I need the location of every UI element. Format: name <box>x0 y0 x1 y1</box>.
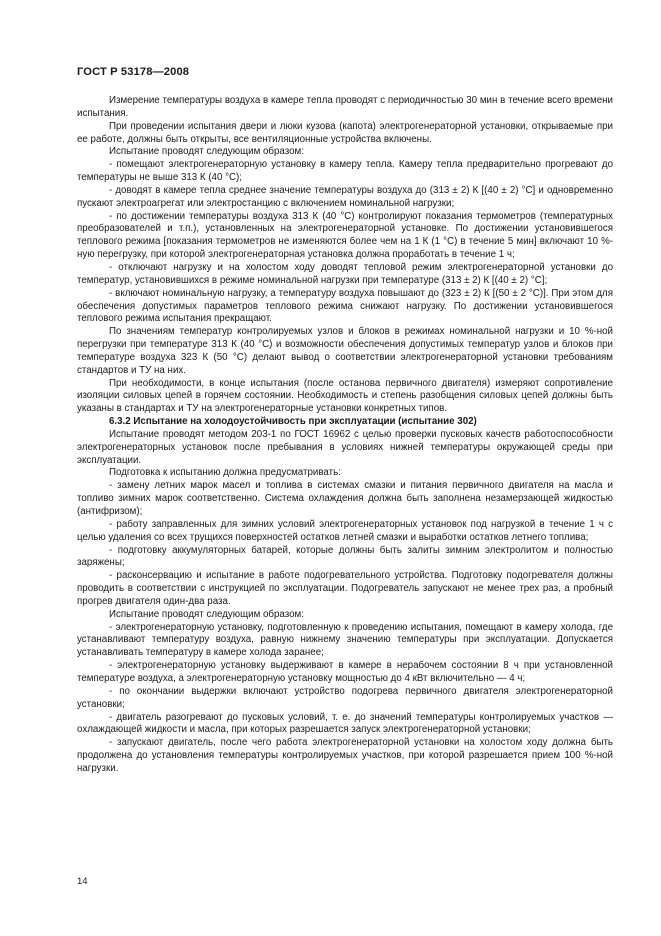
list-item: - по достижении температуры воздуха 313 К (40 °С) контролируют показания термометров (температурных преобразователей и т.п.), установленных на электрогенераторной установке. По достижении установившегося теплового режима [показания термометров не изменяются более чем на 1 К (1 °С) в течение 5 мин] включают 10 %-ную перегрузку, при которой электрогенераторная установка должна проработать в течение 1 ч; <box>77 210 613 261</box>
standard-designation: ГОСТ Р 53178—2008 <box>77 66 190 78</box>
list-item: - электрогенераторную установку, подготовленную к проведению испытания, помещают в камеру холода, где устанавливают температуру воздуха, равную нижнему значению температуры при эксплуатации. Допускается устанавливать температуру в камере холода заранее; <box>77 621 613 659</box>
list-item: - замену летних марок масел и топлива в системах смазки и питания первичного двигателя на масла и топливо зимних марок соответственно. Система охлаждения должна быть заполнена незамерзающей жидкостью (антифризом); <box>77 480 613 517</box>
paragraph: Подготовка к испытанию должна предусматривать: <box>109 467 341 479</box>
page-number: 14 <box>77 876 88 887</box>
list-item: - двигатель разогревают до пусковых условий, т. е. до значений температуры контролируемых участков — охлаждающей жидкости и масла, при которых разрешается запуск электрогенераторной установки; <box>77 711 613 736</box>
paragraph: Испытание проводят следующим образом: <box>109 146 304 158</box>
section-heading: 6.3.2 Испытание на холодоустойчивость при эксплуатации (испытание 302) <box>109 416 477 428</box>
paragraph: Испытание проводят следующим образом: <box>109 608 304 620</box>
list-item: - электрогенераторную установку выдерживают в камере в нерабочем состоянии 8 ч при установленной температуре воздуха, а электрогенераторную установку мощностью до 4 кВт включительно — 4 ч; <box>77 660 613 684</box>
paragraph: Испытание проводят методом 203-1 по ГОСТ 16962 с целью проверки пусковых качеств работоспособности электрогенераторных установок после пребывания в условиях нижней температуры окружающей среды при эксплуатации. <box>77 428 613 466</box>
page-body <box>77 95 613 776</box>
list-item: - расконсервацию и испытание в работе подогревательного устройства. Подготовку подогревателя должны проводить в соответствии с инструкцией по эксплуатации. Подогреватель запускают не менее трех раз, а пробный прогрев двигателя один-два раза. <box>77 570 613 607</box>
list-item: - отключают нагрузку и на холостом ходу доводят тепловой режим электрогенераторной установки до температур, установившихся в режиме номинальной нагрузки при температуре (313 ± 2) К [(40 ± 2) °С]; <box>77 261 613 286</box>
list-item: - помещают электрогенераторную установку в камеру тепла. Камеру тепла предварительно прогревают до температуры не выше 313 К (40 °С); <box>77 159 613 184</box>
paragraph: Измерение температуры воздуха в камере тепла проводят с периодичностью 30 мин в течение всего времени испытания. <box>77 95 613 119</box>
list-item: - подготовку аккумуляторных батарей, которые должны быть залиты зимним электролитом и полностью заряжены; <box>77 544 613 569</box>
list-item: - по окончании выдержки включают устройство подогрева первичного двигателя электрогенераторной установки; <box>77 685 613 710</box>
list-item: - доводят в камере тепла среднее значение температуры воздуха до (313 ± 2) К [(40 ± 2) °С] и одновременно пускают электроагрегат или электростанцию с включением номинальной нагрузки; <box>77 184 613 209</box>
paragraph: При необходимости, в конце испытания (после останова первичного двигателя) измеряют сопротивление изоляции силовых цепей в горячем состоянии. Необходимость и степень разобщения силовых цепей должны быть указаны в стандартах и ТУ на электрогенераторные установки конкретных типов. <box>77 377 613 415</box>
list-item: - работу заправленных для зимних условий электрогенераторных установок под нагрузкой в течение 1 ч с целью удаления со всех трущихся поверхностей остатков летней смазки и выработки остатков летнего топлива; <box>77 518 613 543</box>
list-item: - запускают двигатель, после чего работа электрогенераторной установки на холостом ходу должна быть продолжена до установления температуры контролируемых участков, при которой разрешается прием 100 %-ной нагрузки. <box>77 737 613 774</box>
paragraph: При проведении испытания двери и люки кузова (капота) электрогенераторной установки, открываемые при ее работе, должны быть открыты, все вентиляционные устройства включены. <box>77 120 613 145</box>
paragraph: По значениям температур контролируемых узлов и блоков в режимах номинальной нагрузки и 10 %-ной перегрузки при температуре 313 К (40 °С) и возможности обеспечения допустимых температур узлов и блоков при температуре воздуха 323 К (50 °С) делают вывод о соответствии электрогенераторной установки требованиям стандартов и ТУ на них. <box>77 326 613 376</box>
list-item: - включают номинальную нагрузку, а температуру воздуха повышают до (323 ± 2) К [(50 ± 2 °С)]. При этом для обеспечения допустимых параметров теплового режима снижают нагрузку. По достижении установившегося теплового режима испытания прекращают. <box>77 287 613 325</box>
